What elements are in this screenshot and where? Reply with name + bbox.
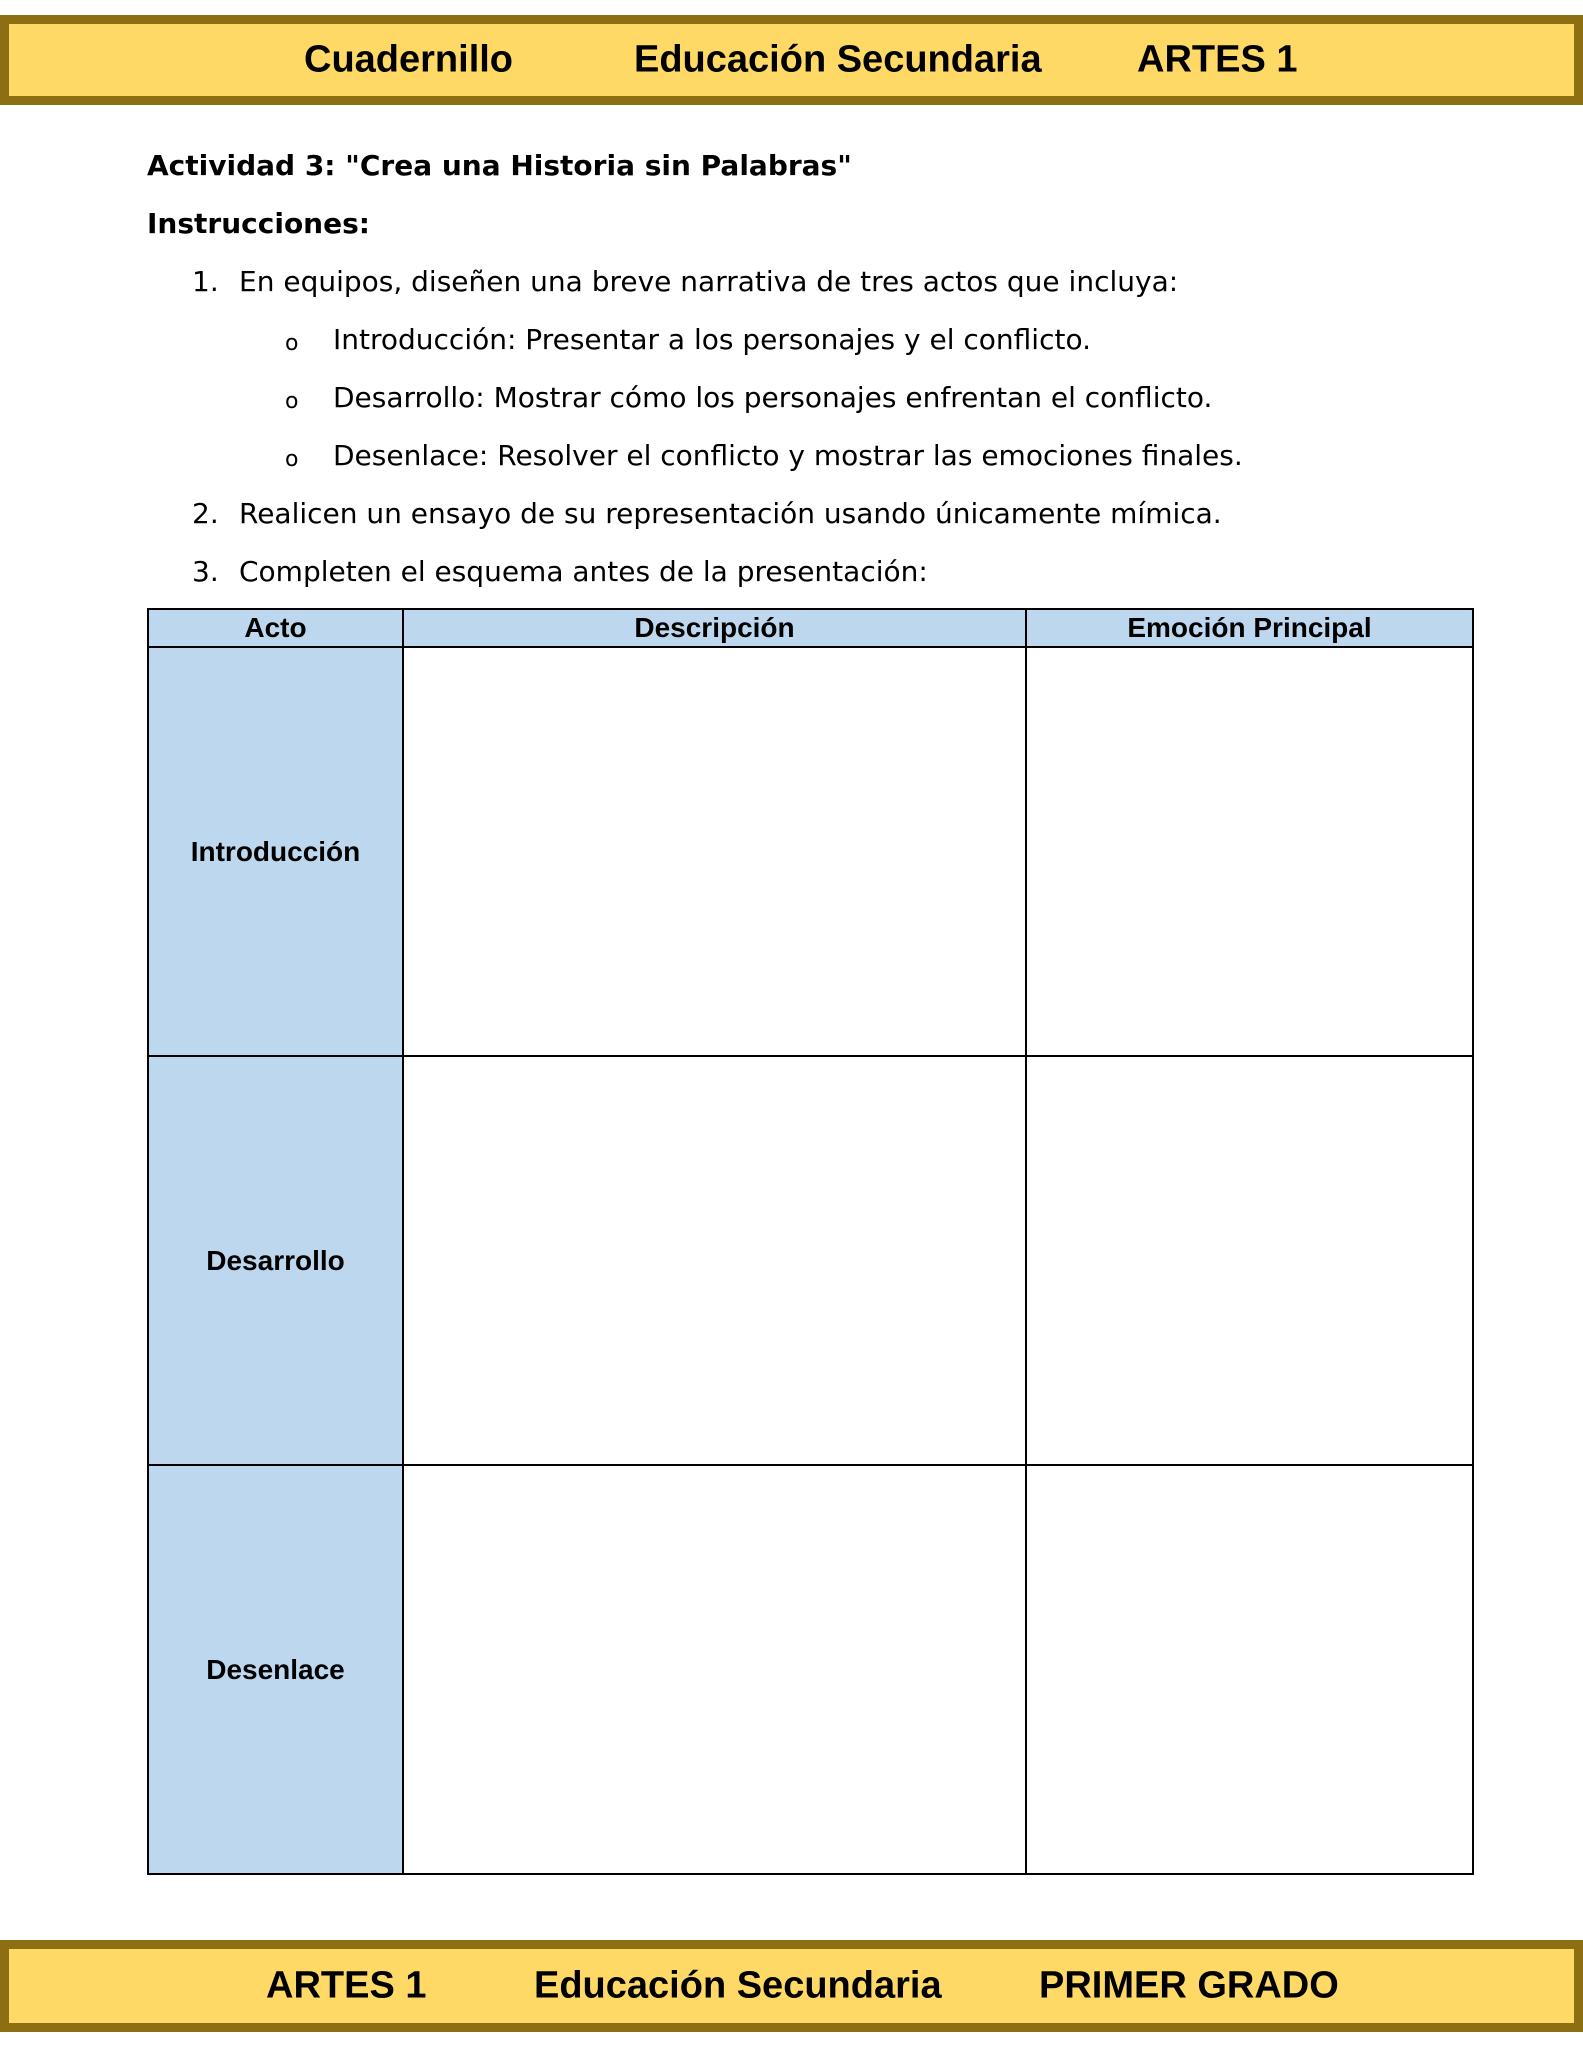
bullet-icon: o — [285, 447, 299, 472]
column-header-descripcion: Descripción — [403, 609, 1026, 647]
footer-grade-label: PRIMER GRADO — [1039, 1964, 1339, 2007]
instruction-step-2 — [147, 490, 1477, 548]
footer-level-label: Educación Secundaria — [534, 1964, 942, 2007]
instruction-subitem-desarrollo — [147, 374, 1477, 432]
emotion-cell[interactable] — [1026, 1056, 1473, 1465]
description-cell[interactable] — [403, 647, 1026, 1056]
column-header-acto: Acto — [148, 609, 403, 647]
acts-scheme-table — [147, 608, 1474, 1875]
step-number: 1. — [192, 265, 219, 298]
column-header-emocion: Emoción Principal — [1026, 609, 1473, 647]
description-cell[interactable] — [403, 1465, 1026, 1874]
bullet-icon: o — [285, 389, 299, 414]
step-text: Completen el esquema antes de la presentación: — [239, 555, 928, 588]
instruction-step-1 — [147, 258, 1477, 316]
instruction-step-3 — [147, 548, 1477, 606]
header-notebook-label: Cuadernillo — [304, 38, 514, 81]
header-level-label: Educación Secundaria — [634, 38, 1042, 81]
page-footer — [0, 1940, 1583, 2032]
subitem-text: Desenlace: Resolver el conflicto y mostrar las emociones finales. — [333, 439, 1243, 472]
bullet-icon: o — [285, 331, 299, 356]
act-label-desenlace: Desenlace — [148, 1465, 403, 1874]
act-label-introduccion: Introducción — [148, 647, 403, 1056]
table-row — [148, 1056, 1473, 1465]
page-header — [0, 15, 1583, 105]
step-number: 3. — [192, 555, 219, 588]
activity-content — [147, 142, 1477, 606]
table-row — [148, 647, 1473, 1056]
table-row — [148, 1465, 1473, 1874]
subitem-text: Introducción: Presentar a los personajes y el conflicto. — [333, 323, 1091, 356]
instruction-subitem-desenlace — [147, 432, 1477, 490]
instruction-subitem-introduccion — [147, 316, 1477, 374]
act-label-desarrollo: Desarrollo — [148, 1056, 403, 1465]
emotion-cell[interactable] — [1026, 1465, 1473, 1874]
header-subject-label: ARTES 1 — [1137, 38, 1298, 81]
subitem-text: Desarrollo: Mostrar cómo los personajes enfrentan el conflicto. — [333, 381, 1213, 414]
table-header-row — [148, 609, 1473, 647]
step-text: Realicen un ensayo de su representación usando únicamente mímica. — [239, 497, 1222, 530]
footer-subject-label: ARTES 1 — [266, 1964, 427, 2007]
description-cell[interactable] — [403, 1056, 1026, 1465]
emotion-cell[interactable] — [1026, 647, 1473, 1056]
instructions-label: Instrucciones: — [147, 207, 370, 240]
step-number: 2. — [192, 497, 219, 530]
step-text: En equipos, diseñen una breve narrativa de tres actos que incluya: — [239, 265, 1179, 298]
activity-title: Actividad 3: "Crea una Historia sin Palabras" — [147, 149, 852, 182]
